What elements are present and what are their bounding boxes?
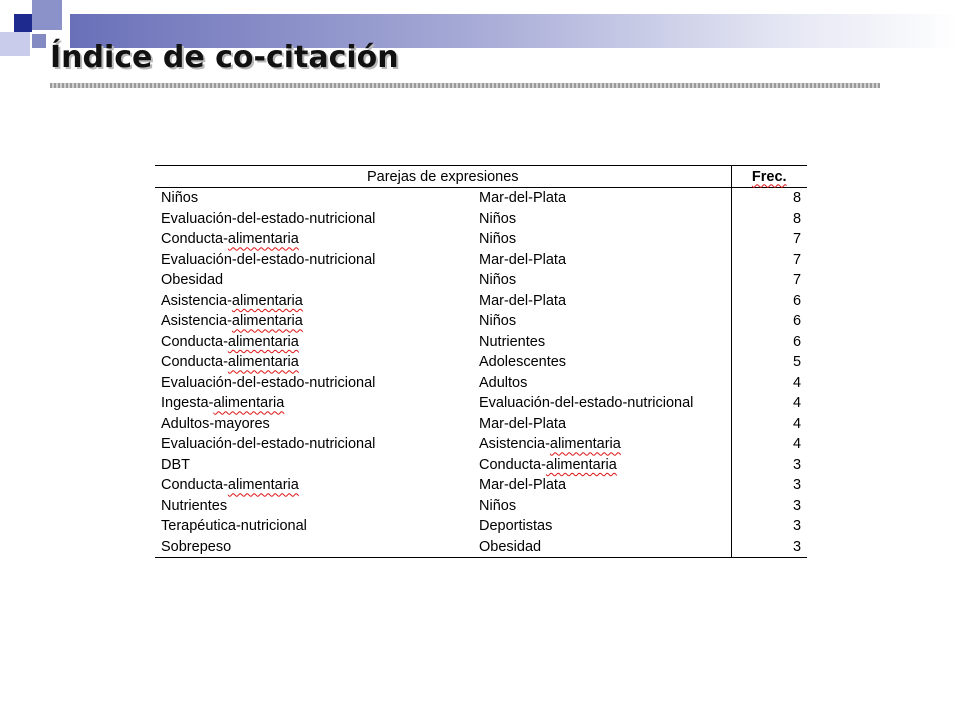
spellcheck-word: alimentaria [227,354,299,371]
frequency-value: 4 [731,393,807,414]
frequency-value: 7 [731,229,807,250]
term-a [155,352,473,373]
frequency-value: 3 [731,516,807,537]
table-row [155,188,807,209]
term-text: Niños [479,313,517,330]
table-row [155,291,807,312]
spellcheck-word: alimentaria [231,292,303,309]
term-b [473,373,731,394]
term-a [155,455,473,476]
table-row [155,455,807,476]
term-text: Evaluación-del-estado-nutricional [479,395,694,412]
term-a [155,188,473,209]
term-text: Obesidad [479,538,542,555]
term-text: Niños [479,231,517,248]
frequency-value: 3 [731,455,807,476]
term-a [155,393,473,414]
term-a [155,434,473,455]
term-text: Conducta- [479,456,546,473]
header-pairs: Parejas de expresiones [155,166,731,188]
frequency-value: 4 [731,414,807,435]
frequency-value: 7 [731,250,807,271]
term-text: Terapéutica-nutricional [161,518,307,535]
term-text: Conducta- [161,477,228,494]
frequency-value: 3 [731,537,807,558]
deco-square-light [0,32,30,56]
term-text: Adultos [479,374,528,391]
table-row [155,229,807,250]
term-text: Asistencia- [161,313,232,330]
term-a [155,516,473,537]
term-a [155,475,473,496]
term-a [155,209,473,230]
term-b [473,291,731,312]
term-a [155,496,473,517]
table-row [155,270,807,291]
frequency-value: 6 [731,291,807,312]
frequency-value: 4 [731,434,807,455]
term-text: Niños [161,190,199,207]
term-text: Asistencia- [161,292,232,309]
term-b [473,516,731,537]
term-text: Niños [479,210,517,227]
term-b [473,229,731,250]
term-b [473,188,731,209]
term-b [473,352,731,373]
term-text: Obesidad [161,272,224,289]
table-header-row [155,166,807,188]
table-row [155,209,807,230]
spellcheck-word: alimentaria [213,395,285,412]
term-a [155,332,473,353]
term-text: Mar-del-Plata [479,415,567,432]
term-b [473,270,731,291]
term-b [473,537,731,558]
table-row [155,516,807,537]
table-row [155,393,807,414]
term-text: Evaluación-del-estado-nutricional [161,210,376,227]
term-text: DBT [161,456,190,473]
term-text: Evaluación-del-estado-nutricional [161,251,376,268]
table-row [155,475,807,496]
spellcheck-word: alimentaria [227,231,299,248]
term-a [155,537,473,558]
term-text: Evaluación-del-estado-nutricional [161,436,376,453]
term-text: Niños [479,497,517,514]
term-text: Mar-del-Plata [479,190,567,207]
frequency-value: 8 [731,209,807,230]
term-b [473,475,731,496]
term-text: Mar-del-Plata [479,251,567,268]
frequency-value: 6 [731,311,807,332]
term-a [155,291,473,312]
spellcheck-word: alimentaria [227,333,299,350]
deco-square-small [32,34,46,48]
frequency-value: 4 [731,373,807,394]
term-b [473,414,731,435]
table-row [155,496,807,517]
term-b [473,250,731,271]
spellcheck-word: alimentaria [549,436,621,453]
term-text: Deportistas [479,518,553,535]
term-a [155,311,473,332]
deco-square-mid [32,0,62,30]
frequency-value: 5 [731,352,807,373]
title-underline [50,83,880,88]
term-text: Ingesta- [161,395,214,412]
term-text: Nutrientes [479,333,546,350]
term-text: Conducta- [161,333,228,350]
term-b [473,455,731,476]
frequency-value: 7 [731,270,807,291]
table-row [155,332,807,353]
frequency-value: 8 [731,188,807,209]
term-b [473,311,731,332]
table-row [155,434,807,455]
term-text: Mar-del-Plata [479,292,567,309]
term-b [473,496,731,517]
deco-square-dark [14,14,32,32]
term-a [155,414,473,435]
table-row [155,373,807,394]
term-a [155,270,473,291]
term-b [473,393,731,414]
term-text: Conducta- [161,354,228,371]
table-row [155,414,807,435]
cocitation-table [155,165,807,558]
table-row [155,352,807,373]
term-a [155,250,473,271]
term-text: Mar-del-Plata [479,477,567,494]
frequency-value: 3 [731,496,807,517]
spellcheck-word: alimentaria [545,456,617,473]
frequency-value: 3 [731,475,807,496]
term-text: Sobrepeso [161,538,232,555]
slide-title: Índice de co-citación [50,40,399,75]
table-row [155,537,807,558]
term-text: Asistencia- [479,436,550,453]
term-text: Evaluación-del-estado-nutricional [161,374,376,391]
spellcheck-word: alimentaria [227,477,299,494]
term-a [155,373,473,394]
table-row [155,311,807,332]
spellcheck-word: alimentaria [231,313,303,330]
term-text: Niños [479,272,517,289]
term-text: Adultos-mayores [161,415,270,432]
term-b [473,209,731,230]
term-a [155,229,473,250]
term-text: Adolescentes [479,354,567,371]
term-text: Conducta- [161,231,228,248]
term-b [473,332,731,353]
term-text: Nutrientes [161,497,228,514]
frequency-value: 6 [731,332,807,353]
header-frequency: Frec. [731,166,807,188]
table-row [155,250,807,271]
term-b [473,434,731,455]
